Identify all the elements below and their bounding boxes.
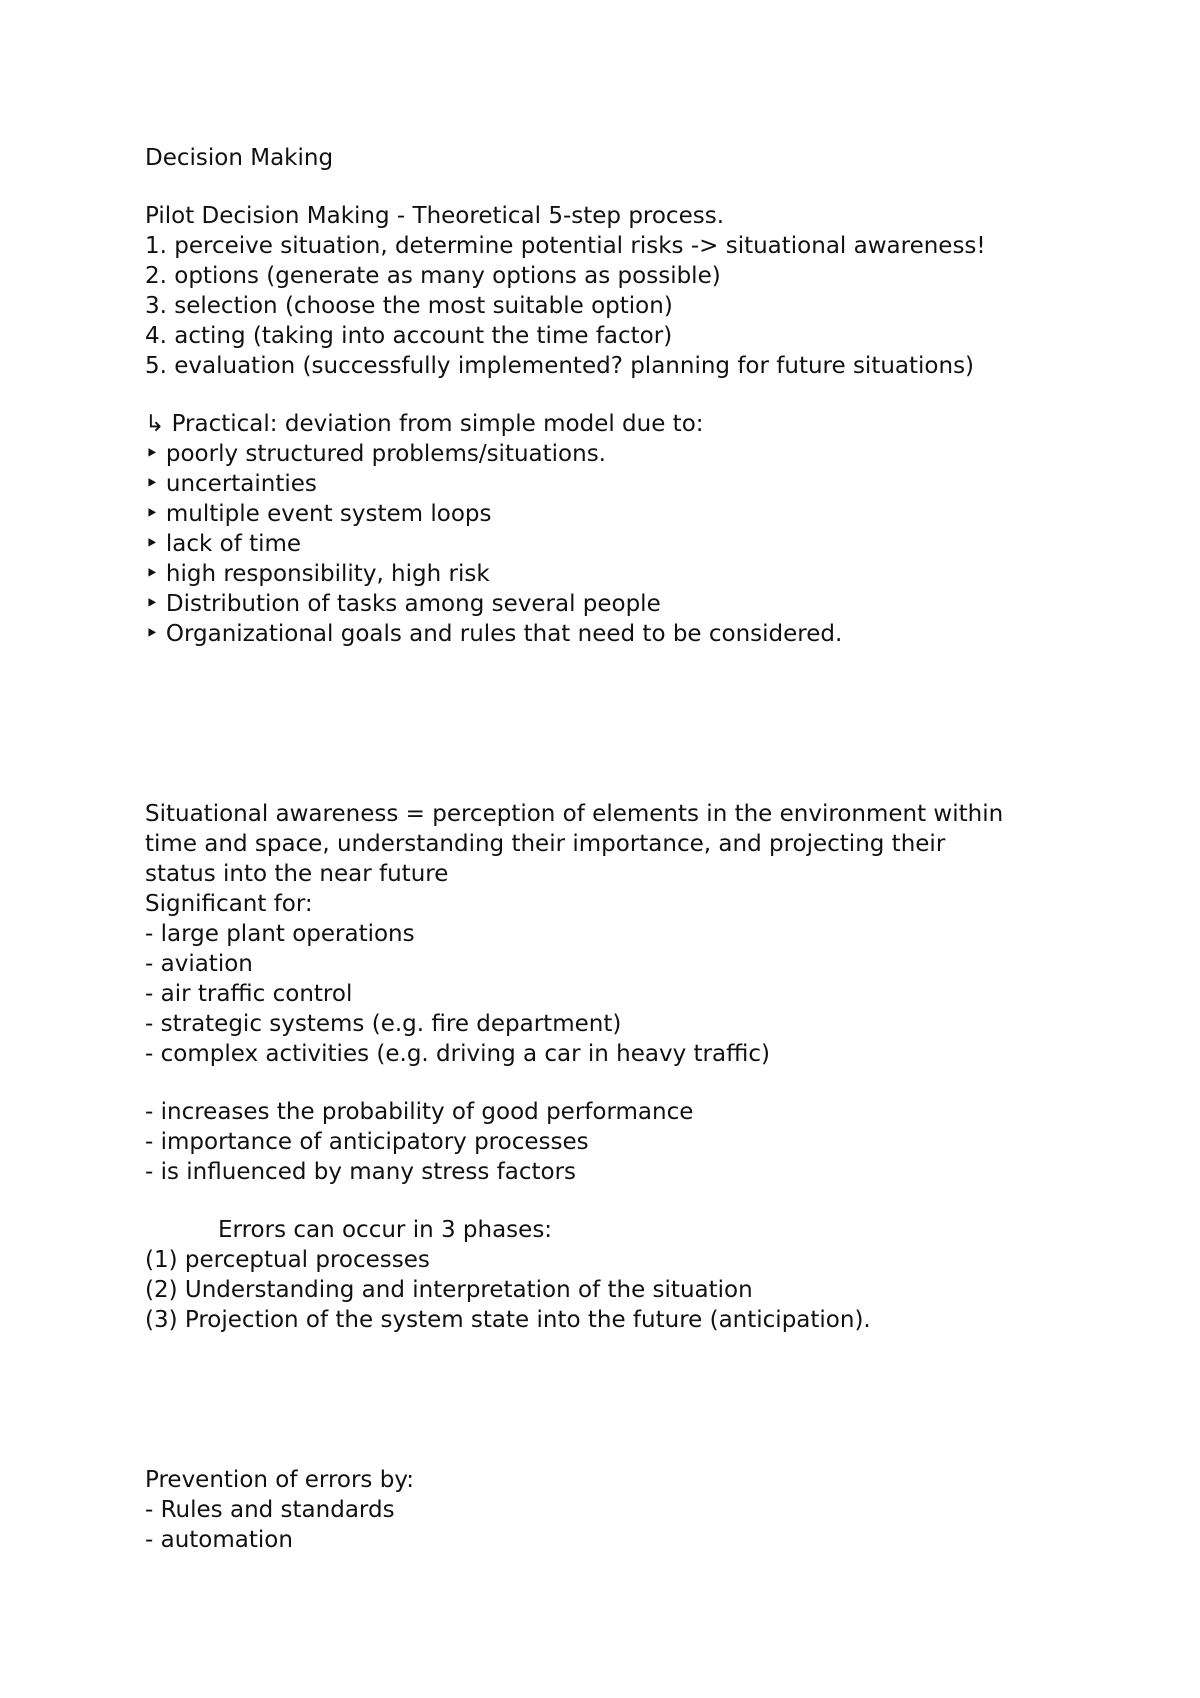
prevention-heading: Prevention of errors by: <box>145 1467 415 1493</box>
significant-item: - air traffic control <box>145 981 353 1007</box>
error-phase: (2) Understanding and interpretation of the situation <box>145 1277 753 1303</box>
significant-item: - large plant operations <box>145 921 415 947</box>
step-item: 4. acting (taking into account the time factor) <box>145 323 673 349</box>
practical-item: ‣ high responsibility, high risk <box>145 561 490 587</box>
pilot-section-heading: Pilot Decision Making - Theoretical 5-step process. <box>145 203 725 229</box>
error-phase: (3) Projection of the system state into the future (anticipation). <box>145 1307 871 1333</box>
practical-item: ‣ lack of time <box>145 531 302 557</box>
effect-item: - is influenced by many stress factors <box>145 1159 577 1185</box>
awareness-definition: Situational awareness = perception of elements in the environment within <box>145 801 1004 827</box>
document-title: Decision Making <box>145 145 334 171</box>
practical-item: ‣ poorly structured problems/situations. <box>145 441 606 467</box>
effect-item: - importance of anticipatory processes <box>145 1129 589 1155</box>
significant-heading: Significant for: <box>145 891 313 917</box>
significant-item: - strategic systems (e.g. fire department) <box>145 1011 622 1037</box>
errors-heading: Errors can occur in 3 phases: <box>218 1217 553 1243</box>
awareness-definition: time and space, understanding their importance, and projecting their <box>145 831 946 857</box>
awareness-definition: status into the near future <box>145 861 449 887</box>
significant-item: - aviation <box>145 951 253 977</box>
prevention-item: - automation <box>145 1527 293 1553</box>
practical-item: ‣ uncertainties <box>145 471 317 497</box>
practical-heading: ↳ Practical: deviation from simple model due to: <box>145 411 704 437</box>
document-body <box>145 143 1145 1555</box>
error-phase: (1) perceptual processes <box>145 1247 430 1273</box>
prevention-item: - Rules and standards <box>145 1497 395 1523</box>
effect-item: - increases the probability of good performance <box>145 1099 694 1125</box>
practical-item: ‣ Organizational goals and rules that need to be considered. <box>145 621 843 647</box>
significant-item: - complex activities (e.g. driving a car in heavy traffic) <box>145 1041 770 1067</box>
step-item: 1. perceive situation, determine potential risks -> situational awareness! <box>145 233 986 259</box>
practical-item: ‣ Distribution of tasks among several people <box>145 591 661 617</box>
step-item: 3. selection (choose the most suitable option) <box>145 293 673 319</box>
practical-item: ‣ multiple event system loops <box>145 501 492 527</box>
step-item: 2. options (generate as many options as possible) <box>145 263 721 289</box>
step-item: 5. evaluation (successfully implemented? planning for future situations) <box>145 353 975 379</box>
